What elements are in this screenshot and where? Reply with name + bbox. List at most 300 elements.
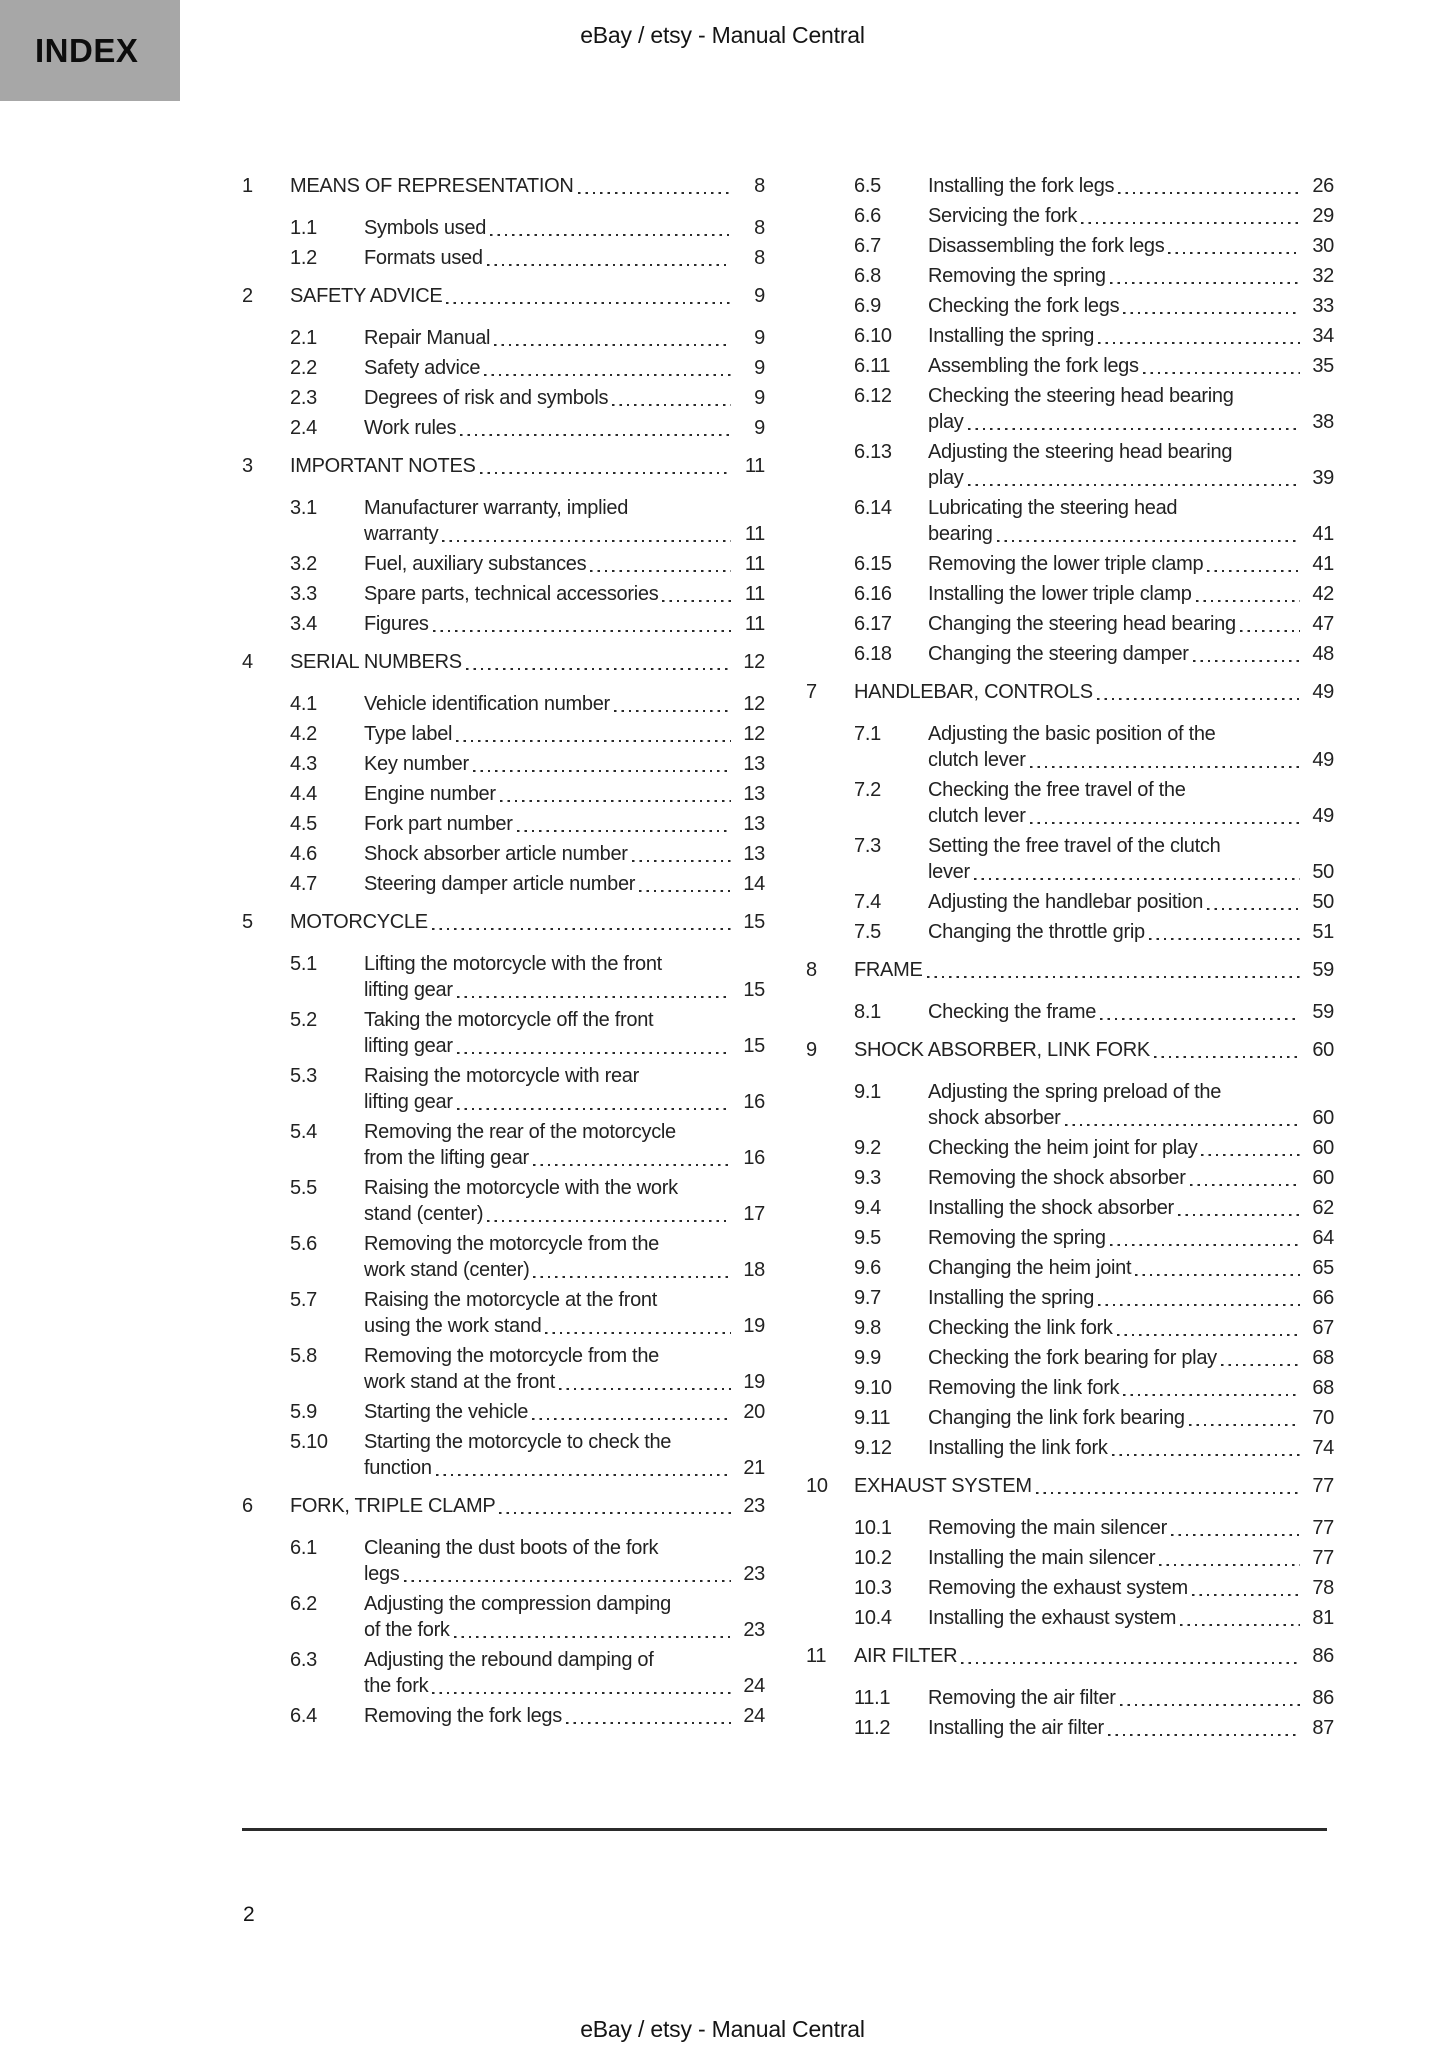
toc-entry-title: function: [364, 1457, 432, 1479]
toc-entry-last-line: [928, 551, 1334, 577]
dot-leader: [533, 1257, 731, 1283]
toc-entry-number: 9.8: [854, 1317, 881, 1339]
toc-entry-last-line: [364, 1313, 765, 1339]
toc-entry-page: 13: [743, 783, 765, 805]
toc-entry-title: Installing the lower triple clamp: [928, 583, 1192, 605]
toc-entry-title: Figures: [364, 613, 429, 635]
toc-item: [806, 721, 1334, 773]
dot-leader: [404, 1561, 732, 1587]
toc-entry-last-line: [928, 1105, 1334, 1131]
toc-entry-last-line: [928, 353, 1334, 379]
toc-entry-last-line: [364, 215, 765, 241]
toc-entry-number: 1: [242, 175, 253, 197]
toc-entry-title-line: Raising the motorcycle with rear: [364, 1065, 639, 1087]
dot-leader: [487, 245, 731, 271]
toc-entry-content: [928, 439, 1334, 491]
toc-entry-title: MEANS OF REPRESENTATION: [290, 175, 574, 197]
toc-entry-title: Removing the lower triple clamp: [928, 553, 1204, 575]
toc-entry-last-line: [928, 747, 1334, 773]
toc-chapter: [242, 909, 765, 935]
dot-leader: [1189, 1405, 1300, 1431]
toc-entry-title-line: Setting the free travel of the clutch: [928, 835, 1221, 857]
toc-entry-last-line: [854, 1473, 1334, 1499]
toc-entry-page: 86: [1312, 1645, 1334, 1667]
toc-entry-page: 59: [1312, 959, 1334, 981]
toc-chapter: [806, 1473, 1334, 1499]
toc-entry-title: using the work stand: [364, 1315, 542, 1337]
toc-entry-content: [364, 1231, 765, 1283]
toc-entry-page: 34: [1312, 325, 1334, 347]
toc-entry-content: [364, 1429, 765, 1481]
toc-entry-content: [928, 1079, 1334, 1131]
footer-page-number: 2: [243, 1903, 255, 1926]
toc-entry-number: 6.8: [854, 265, 881, 287]
toc-entry-last-line: [364, 1257, 765, 1283]
index-tab-label: INDEX: [35, 31, 139, 69]
toc-entry-number: 9.2: [854, 1137, 881, 1159]
toc-entry-last-line: [364, 1561, 765, 1587]
toc-entry-page: 50: [1312, 891, 1334, 913]
toc-entry-page: 11: [744, 583, 765, 605]
toc-entry-title: Steering damper article number: [364, 873, 636, 895]
toc-entry-last-line: [290, 909, 765, 935]
toc-entry-title: Type label: [364, 723, 453, 745]
footer-title: eBay / etsy - Manual Central: [580, 2016, 865, 2042]
toc-entry-page: 8: [754, 217, 765, 239]
toc-entry-page: 32: [1312, 265, 1334, 287]
toc-entry-title: IMPORTANT NOTES: [290, 455, 476, 477]
toc-entry-page: 9: [754, 357, 765, 379]
toc-chapter: [242, 173, 765, 199]
toc-item: [806, 1605, 1334, 1631]
toc-entry-last-line: [290, 649, 765, 675]
toc-entry-title: Installing the air filter: [928, 1717, 1104, 1739]
toc-entry-number: 5.4: [290, 1121, 317, 1143]
toc-chapter: [242, 283, 765, 309]
toc-entry-title: Removing the shock absorber: [928, 1167, 1186, 1189]
dot-leader: [1097, 679, 1300, 705]
toc-entry-page: 68: [1312, 1377, 1334, 1399]
toc-entry-last-line: [928, 173, 1334, 199]
dot-leader: [517, 811, 731, 837]
dot-leader: [484, 355, 731, 381]
toc-entry-content: [364, 1063, 765, 1115]
toc-entry-title: Repair Manual: [364, 327, 491, 349]
toc-entry-number: 2.2: [290, 357, 317, 379]
toc-item: [806, 233, 1334, 259]
dot-leader: [1135, 1255, 1300, 1281]
dot-leader: [1180, 1605, 1300, 1631]
dot-leader: [1118, 173, 1300, 199]
toc-item: [242, 245, 765, 271]
toc-entry-number: 6.10: [854, 325, 892, 347]
toc-entry-number: 10.3: [854, 1577, 892, 1599]
toc-entry-last-line: [928, 1435, 1334, 1461]
toc-entry-number: 9.3: [854, 1167, 881, 1189]
toc-entry-last-line: [854, 1643, 1334, 1669]
dot-leader: [1112, 1435, 1300, 1461]
toc-entry-last-line: [364, 385, 765, 411]
dot-leader: [1143, 353, 1300, 379]
toc-entry-title: Key number: [364, 753, 469, 775]
toc-item: [242, 1343, 765, 1395]
toc-entry-page: 12: [743, 651, 765, 673]
toc-entry-number: 6.5: [854, 175, 881, 197]
dot-leader: [1100, 999, 1300, 1025]
toc-entry-title: Installing the link fork: [928, 1437, 1108, 1459]
toc-entry-number: 1.1: [290, 217, 317, 239]
toc-entry-content: [928, 641, 1334, 667]
dot-leader: [1065, 1105, 1300, 1131]
toc-entry-title: SERIAL NUMBERS: [290, 651, 462, 673]
toc-entry-last-line: [928, 1605, 1334, 1631]
dot-leader: [473, 751, 731, 777]
toc-entry-page: 13: [743, 753, 765, 775]
toc-entry-title-line: Adjusting the rebound damping of: [364, 1649, 654, 1671]
toc-entry-last-line: [364, 721, 765, 747]
toc-entry-number: 6.13: [854, 441, 892, 463]
toc-entry-page: 39: [1312, 467, 1334, 489]
toc-entry-page: 8: [754, 175, 765, 197]
toc-entry-content: [928, 833, 1334, 885]
toc-entry-title: work stand (center): [364, 1259, 530, 1281]
toc-entry-number: 2.4: [290, 417, 317, 439]
toc-entry-title-line: Removing the motorcycle from the: [364, 1345, 659, 1367]
toc-entry-last-line: [364, 841, 765, 867]
toc-entry-number: 7.2: [854, 779, 881, 801]
toc-item: [806, 1435, 1334, 1461]
toc-entry-page: 23: [743, 1495, 765, 1517]
dot-leader: [614, 691, 731, 717]
toc-item: [806, 551, 1334, 577]
toc-entry-title: FRAME: [854, 959, 923, 981]
toc-entry-last-line: [364, 1399, 765, 1425]
toc-item: [242, 385, 765, 411]
toc-entry-title: Fuel, auxiliary substances: [364, 553, 587, 575]
toc-entry-last-line: [928, 1285, 1334, 1311]
toc-entry-last-line: [928, 263, 1334, 289]
dot-leader: [632, 841, 731, 867]
toc-entry-last-line: [928, 1685, 1334, 1711]
toc-item: [242, 1429, 765, 1481]
toc-entry-content: [928, 777, 1334, 829]
toc-entry-page: 11: [744, 455, 765, 477]
toc-entry-title-line: Manufacturer warranty, implied: [364, 497, 629, 519]
toc-entry-page: 8: [754, 247, 765, 269]
toc-entry-content: [364, 781, 765, 807]
dot-leader: [499, 1493, 731, 1519]
toc-entry-content: [928, 383, 1334, 435]
toc-entry-number: 4.3: [290, 753, 317, 775]
toc-entry-content: [364, 581, 765, 607]
toc-entry-number: 3: [242, 455, 253, 477]
toc-entry-content: [928, 1575, 1334, 1601]
dot-leader: [487, 1201, 731, 1227]
toc-item: [242, 325, 765, 351]
toc-entry-page: 49: [1312, 805, 1334, 827]
toc-item: [806, 999, 1334, 1025]
toc-entry-title: Vehicle identification number: [364, 693, 610, 715]
toc-entry-page: 24: [743, 1675, 765, 1697]
toc-entry-number: 6.7: [854, 235, 881, 257]
toc-entry-page: 62: [1312, 1197, 1334, 1219]
toc-item: [806, 1135, 1334, 1161]
dot-leader: [457, 977, 731, 1003]
toc-item: [806, 777, 1334, 829]
toc-entry-last-line: [928, 409, 1334, 435]
dot-leader: [432, 1673, 731, 1699]
toc-entry-title: Checking the fork legs: [928, 295, 1120, 317]
toc-entry-content: [928, 293, 1334, 319]
toc-entry-last-line: [928, 1135, 1334, 1161]
toc-entry-last-line: [364, 1369, 765, 1395]
toc-entry-page: 9: [754, 417, 765, 439]
toc-entry-content: [364, 721, 765, 747]
toc-entry-title: Adjusting the handlebar position: [928, 891, 1204, 913]
toc-entry-content: [928, 611, 1334, 637]
toc-entry-number: 6.14: [854, 497, 892, 519]
toc-entry-content: [290, 283, 765, 309]
toc-entry-last-line: [928, 859, 1334, 885]
toc-entry-title-line: Checking the steering head bearing: [928, 385, 1234, 407]
toc-entry-number: 11: [806, 1645, 827, 1667]
toc-entry-title: clutch lever: [928, 805, 1026, 827]
toc-entry-last-line: [928, 999, 1334, 1025]
toc-entry-title: Installing the spring: [928, 1287, 1095, 1309]
toc-entry-number: 4.7: [290, 873, 317, 895]
toc-entry-number: 6.15: [854, 553, 892, 575]
toc-item: [806, 353, 1334, 379]
toc-entry-content: [364, 1175, 765, 1227]
dot-leader: [446, 283, 731, 309]
toc-entry-page: 29: [1312, 205, 1334, 227]
toc-entry-page: 18: [743, 1259, 765, 1281]
toc-entry-last-line: [854, 1037, 1334, 1063]
toc-entry-last-line: [364, 325, 765, 351]
toc-entry-page: 9: [754, 285, 765, 307]
toc-entry-title: Changing the steering head bearing: [928, 613, 1236, 635]
toc-entry-number: 10.4: [854, 1607, 892, 1629]
toc-chapter: [242, 649, 765, 675]
toc-entry-last-line: [364, 1033, 765, 1059]
toc-entry-number: 9.11: [854, 1407, 891, 1429]
toc-entry-title: Degrees of risk and symbols: [364, 387, 609, 409]
toc-entry-number: 6.18: [854, 643, 892, 665]
toc-entry-page: 9: [754, 387, 765, 409]
toc-entry-last-line: [364, 1703, 765, 1729]
toc-entry-content: [364, 495, 765, 547]
toc-entry-last-line: [364, 521, 765, 547]
toc-entry-page: 12: [743, 693, 765, 715]
toc-entry-number: 9.1: [854, 1081, 881, 1103]
toc-entry-page: 20: [743, 1401, 765, 1423]
toc-entry-title: lifting gear: [364, 1091, 453, 1113]
toc-chapter: [806, 1037, 1334, 1063]
toc-item: [806, 173, 1334, 199]
toc-item: [242, 1063, 765, 1115]
toc-entry-last-line: [364, 871, 765, 897]
toc-entry-number: 3.3: [290, 583, 317, 605]
toc-entry-title: Shock absorber article number: [364, 843, 628, 865]
toc-entry-title: FORK, TRIPLE CLAMP: [290, 1495, 496, 1517]
toc-entry-number: 9.7: [854, 1287, 881, 1309]
toc-item: [806, 1515, 1334, 1541]
toc-entry-title: Fork part number: [364, 813, 513, 835]
toc-entry-last-line: [290, 1493, 765, 1519]
toc-entry-page: 66: [1312, 1287, 1334, 1309]
toc-chapter: [806, 679, 1334, 705]
toc-item: [242, 495, 765, 547]
dot-leader: [457, 1089, 731, 1115]
toc-entry-content: [928, 581, 1334, 607]
toc-entry-content: [928, 1715, 1334, 1741]
toc-item: [806, 581, 1334, 607]
toc-entry-number: 6.9: [854, 295, 881, 317]
toc-entry-content: [928, 203, 1334, 229]
toc-entry-number: 3.1: [290, 497, 317, 519]
toc-entry-title: Checking the link fork: [928, 1317, 1113, 1339]
toc-entry-content: [364, 1007, 765, 1059]
toc-entry-title: work stand at the front: [364, 1371, 555, 1393]
toc-entry-number: 10.1: [854, 1517, 892, 1539]
toc-entry-page: 11: [744, 523, 765, 545]
toc-entry-title: Work rules: [364, 417, 457, 439]
toc-entry-content: [928, 999, 1334, 1025]
toc-entry-title: shock absorber: [928, 1107, 1061, 1129]
toc-entry-content: [364, 811, 765, 837]
toc-entry-last-line: [364, 977, 765, 1003]
toc-entry-title: the fork: [364, 1675, 429, 1697]
toc-entry-number: 6.16: [854, 583, 892, 605]
toc-entry-last-line: [364, 691, 765, 717]
toc-entry-page: 67: [1312, 1317, 1334, 1339]
dot-leader: [1201, 1135, 1300, 1161]
toc-entry-page: 11: [744, 613, 765, 635]
toc-entry-last-line: [364, 1201, 765, 1227]
toc-entry-last-line: [364, 1673, 765, 1699]
toc-entry-page: 70: [1312, 1407, 1334, 1429]
toc-entry-content: [364, 1343, 765, 1395]
toc-entry-page: 19: [743, 1315, 765, 1337]
dot-leader: [454, 1617, 731, 1643]
dot-leader: [1110, 263, 1300, 289]
toc-entry-page: 49: [1312, 681, 1334, 703]
toc-entry-title: Removing the fork legs: [364, 1705, 562, 1727]
toc-entry-page: 60: [1312, 1107, 1334, 1129]
toc-entry-last-line: [364, 1455, 765, 1481]
toc-entry-last-line: [928, 1165, 1334, 1191]
toc-entry-page: 68: [1312, 1347, 1334, 1369]
toc-entry-number: 6.6: [854, 205, 881, 227]
toc-entry-content: [928, 721, 1334, 773]
toc-entry-number: 9: [806, 1039, 817, 1061]
toc-entry-title: warranty: [364, 523, 439, 545]
toc-entry-page: 50: [1312, 861, 1334, 883]
dot-leader: [1154, 1037, 1300, 1063]
toc-entry-page: 9: [754, 327, 765, 349]
toc-entry-last-line: [364, 415, 765, 441]
toc-item: [806, 439, 1334, 491]
toc-item: [242, 841, 765, 867]
toc-entry-content: [928, 1225, 1334, 1251]
toc-entry-content: [928, 1685, 1334, 1711]
toc-item: [242, 1175, 765, 1227]
dot-leader: [1108, 1715, 1300, 1741]
toc-entry-content: [364, 1591, 765, 1643]
toc-entry-title: SAFETY ADVICE: [290, 285, 443, 307]
dot-leader: [1178, 1195, 1300, 1221]
toc-entry-content: [928, 173, 1334, 199]
toc-item: [242, 781, 765, 807]
dot-leader: [500, 781, 731, 807]
dot-leader: [1117, 1315, 1300, 1341]
toc-entry-content: [364, 355, 765, 381]
toc-entry-title: clutch lever: [928, 749, 1026, 771]
toc-entry-last-line: [364, 1089, 765, 1115]
toc-item: [806, 641, 1334, 667]
toc-entry-title: Assembling the fork legs: [928, 355, 1139, 377]
toc-entry-number: 5: [242, 911, 253, 933]
toc-entry-number: 7: [806, 681, 817, 703]
toc-item: [806, 1285, 1334, 1311]
header-title: eBay / etsy - Manual Central: [580, 22, 865, 48]
toc-entry-title: Engine number: [364, 783, 496, 805]
toc-item: [806, 1195, 1334, 1221]
toc-item: [242, 721, 765, 747]
toc-entry-number: 11.1: [854, 1687, 891, 1709]
dot-leader: [590, 551, 731, 577]
toc-entry-content: [364, 1119, 765, 1171]
toc-item: [806, 1345, 1334, 1371]
toc-entry-number: 2.3: [290, 387, 317, 409]
toc-item: [806, 1405, 1334, 1431]
toc-item: [242, 951, 765, 1003]
toc-entry-last-line: [928, 233, 1334, 259]
toc-entry-title: from the lifting gear: [364, 1147, 529, 1169]
toc-entry-number: 9.9: [854, 1347, 881, 1369]
dot-leader: [612, 385, 731, 411]
toc-entry-last-line: [928, 641, 1334, 667]
toc-entry-content: [364, 691, 765, 717]
toc-entry-number: 8.1: [854, 1001, 881, 1023]
dot-leader: [1190, 1165, 1300, 1191]
toc-entry-title-line: Starting the motorcycle to check the: [364, 1431, 672, 1453]
dot-leader: [1030, 747, 1300, 773]
dot-leader: [1193, 641, 1300, 667]
toc-entry-content: [364, 1287, 765, 1339]
toc-entry-content: [854, 1473, 1334, 1499]
toc-entry-content: [928, 233, 1334, 259]
dot-leader: [927, 957, 1300, 983]
toc-item: [242, 1703, 765, 1729]
toc-entry-last-line: [364, 611, 765, 637]
toc-entry-page: 60: [1312, 1167, 1334, 1189]
toc-item: [806, 1685, 1334, 1711]
toc-entry-title: lifting gear: [364, 1035, 453, 1057]
toc-entry-title-line: Taking the motorcycle off the front: [364, 1009, 654, 1031]
dot-leader: [1030, 803, 1300, 829]
toc-entry-number: 2.1: [290, 327, 317, 349]
toc-entry-page: 23: [743, 1619, 765, 1641]
dot-leader: [1120, 1685, 1300, 1711]
dot-leader: [968, 465, 1301, 491]
toc-entry-content: [928, 551, 1334, 577]
toc-entry-last-line: [364, 581, 765, 607]
toc-entry-number: 7.5: [854, 921, 881, 943]
toc-entry-content: [364, 325, 765, 351]
toc-entry-page: 33: [1312, 295, 1334, 317]
toc-entry-page: 14: [743, 873, 765, 895]
